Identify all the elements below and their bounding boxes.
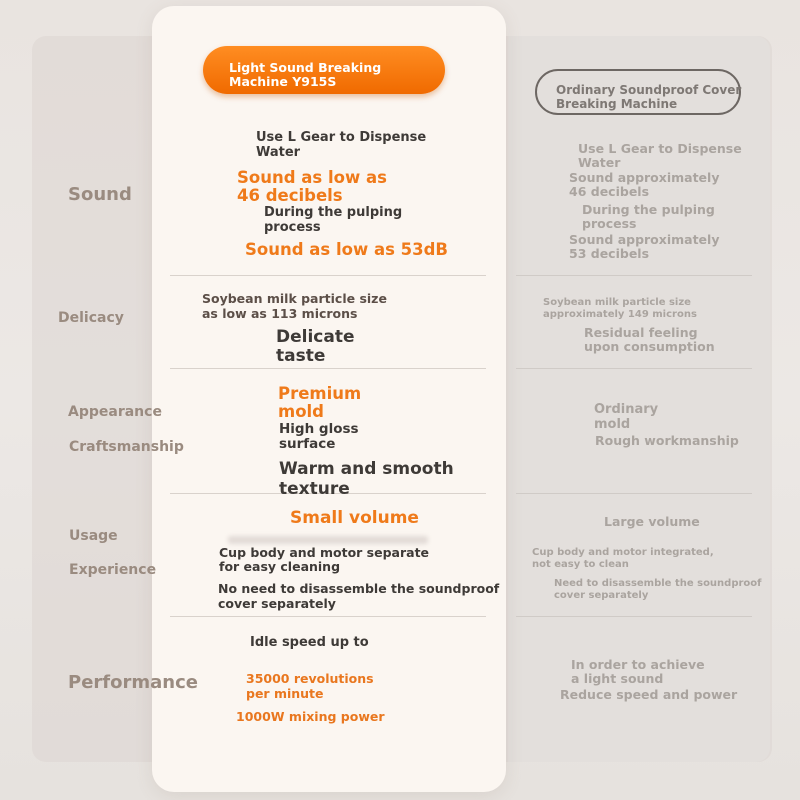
category-appearance: Appearance — [68, 404, 162, 420]
category-performance: Performance — [68, 672, 198, 693]
center-power: 1000W mixing power — [236, 709, 385, 724]
right-rough: Rough workmanship — [595, 433, 739, 448]
center-sound-value-2: Sound as low as 53dB — [245, 240, 448, 259]
divider — [516, 368, 752, 369]
divider — [170, 616, 486, 617]
center-texture: Warm and smooth texture — [279, 459, 454, 499]
divider — [516, 275, 752, 276]
right-particle-size: Soybean milk particle size approximately 149 microns — [543, 297, 697, 320]
right-integrated: Cup body and motor integrated, not easy to clean — [532, 547, 714, 570]
right-need-disassemble: Need to disassemble the soundproof cover separately — [554, 578, 762, 601]
category-craftsmanship: Craftsmanship — [69, 439, 184, 455]
right-mold: Ordinary mold — [594, 402, 659, 432]
center-no-disassemble: No need to disassemble the soundproof cover separately — [218, 581, 500, 611]
center-taste: Delicate taste — [276, 327, 355, 366]
right-volume: Large volume — [604, 514, 700, 529]
center-separate: Cup body and motor separate for easy cleaning — [219, 545, 430, 574]
divider — [516, 493, 752, 494]
category-sound: Sound — [68, 184, 132, 205]
right-reduce: Reduce speed and power — [560, 687, 738, 702]
center-sound-value-1: Sound as low as 46 decibels — [237, 168, 387, 205]
center-mold: Premium mold — [278, 384, 362, 421]
center-volume: Small volume — [290, 508, 419, 528]
right-achieve: In order to achieve a light sound — [571, 657, 705, 686]
divider — [170, 368, 486, 369]
right-sound-1: Sound approximately 46 decibels — [569, 170, 720, 199]
blurred-text — [228, 536, 428, 544]
highlight-product-name: Light Sound Breaking Machine Y915S — [229, 60, 382, 89]
center-revolutions: 35000 revolutions per minute — [246, 671, 374, 701]
center-sound-note: Use L Gear to Dispense Water — [256, 130, 427, 160]
divider — [516, 616, 752, 617]
right-sound-2: Sound approximately 53 decibels — [569, 232, 720, 261]
divider — [170, 275, 486, 276]
right-sound-note: Use L Gear to Dispense Water — [578, 141, 742, 170]
category-usage: Usage — [69, 528, 118, 544]
center-gloss: High gloss surface — [279, 421, 359, 452]
category-experience: Experience — [69, 562, 157, 578]
category-delicacy: Delicacy — [58, 310, 124, 326]
right-residual: Residual feeling upon consumption — [584, 325, 715, 354]
center-pulping-note: During the pulping process — [264, 205, 403, 235]
comparison-product-name: Ordinary Soundproof Cover Breaking Machine — [556, 83, 742, 111]
right-pulping-note: During the pulping process — [582, 202, 715, 231]
center-particle-size: Soybean milk particle size as low as 113 microns — [202, 291, 387, 321]
comparison-product-pill — [535, 69, 741, 115]
highlight-product-pill — [203, 46, 445, 94]
center-idle-speed: Idle speed up to — [250, 635, 369, 650]
